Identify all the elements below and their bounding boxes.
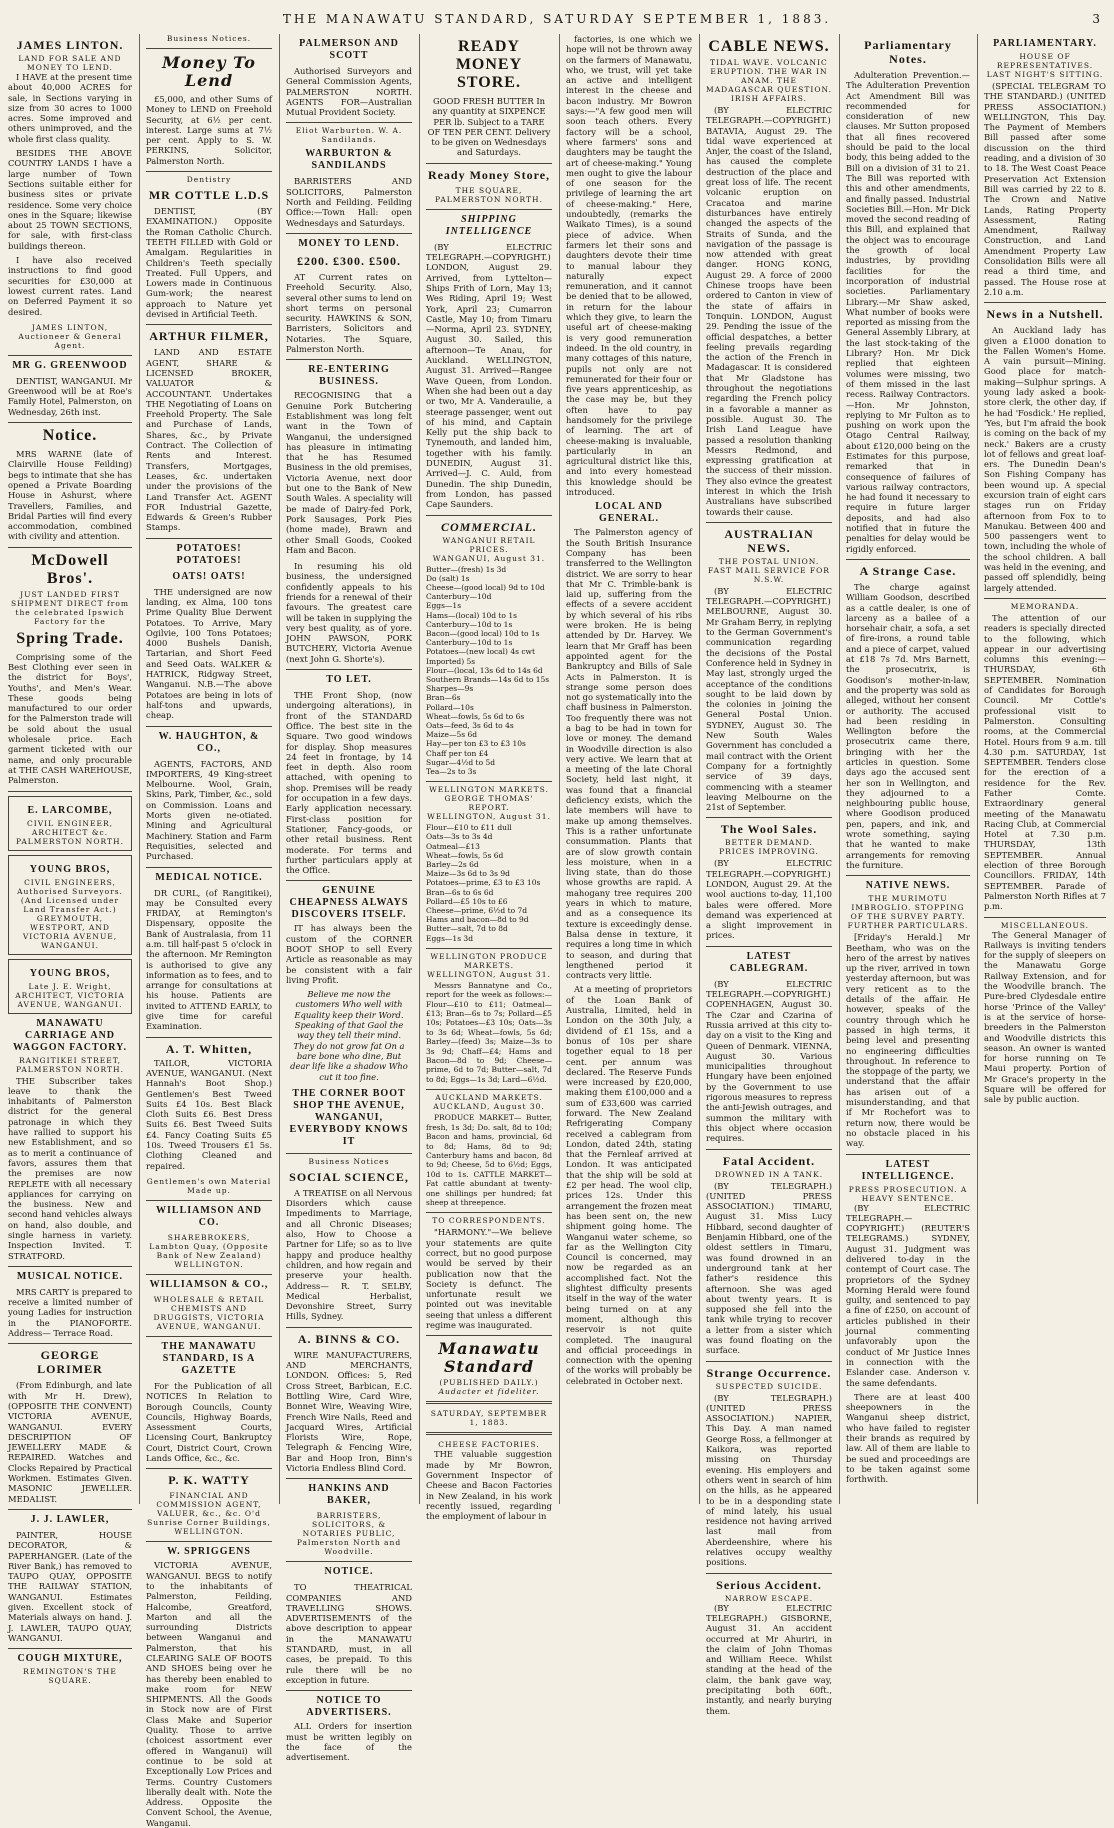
prices-date: WANGANUI, August 31.: [432, 553, 546, 563]
standard-title: Manawatu Standard: [438, 1339, 540, 1377]
fatal-title: Fatal Accident.: [722, 1153, 816, 1168]
young2-body: Late J. E. Wright, ARCHITECT, VICTORIA AVENUE, WANGANUI.: [15, 981, 125, 1009]
ready-title: READY MONEY STORE.: [455, 38, 523, 91]
wellington-title: WELLINGTON MARKETS.: [429, 785, 549, 795]
parl-notes-title: Parliamentary Notes.: [864, 38, 952, 66]
price-list-item: Chaff per ton £4: [426, 748, 489, 758]
social-body: A TREATISE on all Nervous Disorders which cause Impediments to Marriage, and all Chronic Diseases; also, How to Choose a Partner for Life; so as to live happy and produce healthy children, and how regain and preserve your health. Address— R. T. SELBY, Medical Herbalist, Devonshire Street, Surry Hills, Sydney.: [286, 1186, 412, 1328]
reentering-title: RE-ENTERING BUSINESS.: [308, 364, 390, 388]
williamson2-body: WHOLESALE & RETAIL CHEMISTS AND DRUGGISTS, VICTORIA AVENUE, WANGANUI.: [146, 1293, 272, 1337]
column-2: [140, 34, 278, 1828]
intelligence-body: (BY ELECTRIC TELEGRAPH.—COPYRIGHT.) (REUTER'S TELEGRAMS.) SYDNEY, August 31. Judgment was delivered to-day in the contempt of Court case. The proprietors of the Sydney Morning Herald were found guilty, and sentenced to pay a fine of £250, on account of articles published in their journal commenting unfavorably upon the conduct of Mr Justice Innes in connection with the Eslander case. Anderson v. the same defendants.: [846, 1202, 970, 1388]
shipping-body: (BY ELECTRIC TELEGRAPH.—COPYRIGHT.) LONDON, August 29. Arrived, from Lyttelton—Ships Frith of Lorn, May 13; Wes Riding, April 19; West York, April 23; Cumarron Castle, May 10; from Timaru—Norma, April 23. SYDNEY, August 30. Sailed, this afternoon—Te Anau, for Auckland. WELLINGTON, August 31. Arrived—Rangee Wave Queen, from London. When she had been out a day or two, Mr A. Vanderaulie, a steerage passenger, went out of his mind, and Captain Kelly put the ship back to Tynemouth, and landed him, together with his family. DUNEDIN, August 31. Arrived—J. C. Auld, from Dunedin. The ship Dunedin, from London, has passed Cape Saunders.: [426, 240, 552, 516]
cough-sub: REMINGTON'S THE SQUARE.: [23, 1667, 117, 1686]
native-title: NATIVE NEWS.: [865, 880, 951, 892]
price-list-item: Oats—3s to 3s 4d: [426, 832, 493, 842]
notice3-body: ALL Orders for insertion must be written legibly on the face of the advertisement.: [286, 1721, 412, 1763]
business-title-2: Business Notices: [308, 1156, 390, 1166]
auckland-body: PRODUCE MARKET— Butter, fresh, 1s 3d; Do. salt, 8d to 10d; Bacon and hams, provincial, 6d to 8d; Hams, 8d to 9d; Canterbury hams and bacon, 8d to 9d; Cheese, 5d to 6½d; Eggs, 10d to 1s. CATTLE MARKET— Fat cattle abundant at twenty-one shillings per hundred; fat sheep at threepence.: [426, 1111, 552, 1213]
haughton-title: W. HAUGHTON, & CO.,: [158, 730, 260, 754]
palmerson-body: Authorised Surveyors and General Commission Agents, PALMERSTON NORTH. AGENTS FOR—Australian Mutual Provident Society.: [286, 64, 412, 123]
lawler-body: PAINTER, HOUSE DECORATOR, & PAPERHANGER. (Late of the River Bank,) has removed to TAUPO QUAY, OPPOSITE THE RAILWAY STATION, WANGANUI. Estimates given. Excellent stock of Materials always on hand. J. J. LAWLER, TAUPO QUAY, WANGANUI.: [8, 1528, 132, 1649]
linton-signature: JAMES LINTON, Auctioneer & General Agent.: [8, 321, 132, 356]
australian-title: AUSTRALIAN NEWS.: [724, 526, 814, 555]
cottle-body: DENTIST, (BY EXAMINATION.) Opposite the Roman Catholic Church. TEETH FILLED with Gold or Amalgam. Regularities in Children's Teeth specially Treated. Full Uppers, and Lowers made in Continuous Gum-work; the nearest approach to Nature yet devised in Artificial Teeth.: [146, 204, 272, 325]
larcombe-title: E. LARCOMBE,: [27, 804, 113, 816]
intelligence-sub: PRESS PROSECUTION. A HEAVY SENTENCE.: [848, 1184, 968, 1203]
haughton-body: AGENTS, FACTORS, AND IMPORTERS, 49 King-street Melbourne. Wool, Grain, Skins, Park, Timber, &c., sold on Commission. Loans and Morts given ne-otiated. Mining and Agricultural Machinery. Station and Farm Requisities, selected and Purchased.: [146, 757, 272, 868]
whitten-body: TAILOR, VICTORIA AVENUE, WANGANUI. (Next Hannah's Boot Shop.) Gentlemen's Best Tweed Suits £4 10s. Best Black Cloth Suits £6. Best Dress Suits £6. Best Tweed Suits £4. Fancy Coating Suits £5 10s. Tweed Trousers £1 5s. Clothing Cleaned and repaired.: [146, 1057, 272, 1171]
price-list-item: Canterbury—10d to 1s: [426, 619, 513, 629]
potatoes-body: THE undersigned are now landing, ex Alma, 100 tons Prime Quality Blue Derwent Potatoes. To Arrive, Mary Ogilvie, 100 Tons Potatoes; 4000 Bushels Danish, Tartarian, and Short Feed and Seed Oats. WALKER & HATRICK, Ridgway Street, Wanganui. N.B.—The above Potatoes are being in lots of half-tons and upwards, cheap.: [146, 585, 272, 727]
gentlemen-line: Gentlemen's own Material Made up.: [146, 1175, 272, 1201]
mcdowell-sub: JUST LANDED FIRST SHIPMENT DIRECT from the celebrated Ipswich Factory for the: [10, 589, 129, 626]
serious-body: (BY ELECTRIC TELEGRAPH.) GISBORNE, August 31. An accident occurred at Mr Ahuriri, in the claim of John Thomas and William Reece. Whilst standing at the head of the claim, the bank gave way, precipitating both 60ft., instantly, and nearly burying them.: [706, 1602, 832, 1716]
strange-case-body: The charge against William Goodson, described as a cattle dealer, is one of larceny as a bailee of a horsehair chair, a sofa, a set of fire-irons, a round table and a piece of carpet, valued at £18 7s 7d. Mrs Barnett, the prosecutrix, is Goodison's mother-in-law, and the property was sold as alleged, without her consent or authority. The accused had been residing in Wellington before the prosecutrix came there, bringing with her the articles in question. Some days ago the accused sent her son in Wellington, and they adjourned to a neighbouring public house, where Goodison produced pen, papers, and ink, and wrote something, saying that he wanted to make arrangements for removing the furniture.: [846, 580, 970, 876]
fatal-sub: DROWNED IN A TANK.: [714, 1169, 824, 1179]
price-list-item: Pollard—£5 10s to £6: [426, 896, 508, 906]
parliamentary-body: (SPECIAL TELEGRAM TO THE STANDARD.) (UNITED PRESS ASSOCIATION.) WELLINGTON, This Day. The Payment of Members Bill passed after some discussion on the third reading, and a division of 30 to 18. The West Coast Peace Preservation Act Extension Bill was carried by 22 to 8. The Crown and Native Lands, Rating Property Assessment, Rating Amendment, Railway Construction, and Land Amendment Property Law Consolidation Bills were all read a third time, and passed. The House rose at 2.10 a.m.: [984, 79, 1106, 303]
standard-motto: Audacter et fideliter.: [438, 1387, 540, 1397]
memoranda-title: MEMORANDA.: [1010, 601, 1080, 611]
local-body: The Palmerston agency of the South British Insurance Company has been transferred to the Wellington district. We are sorry to hear that Mr C. Trimble-bank is laid up, suffering from the effects of a severe accident by which several of his ribs were broken. He is being attended by Dr. Harvey. We learn that Mr Graff has been appointed agent for the Bankruptcy and Bills of Sale Acts in Palmerston. It is strange some person does not go systematically into the chaff business in Palmerston. Too frequently there was not a bag to be had in town for love or money. The demand in Woodville direction is also very active. We learn that at a meeting of the late Choral Society, held last night, it was found that a financial deficiency exists, which the late members will have to make up among themselves. This is a rather unfortunate consummation. Plants that are of slow growth contain less moisture, when in a living state, than do those whose growths are rapid. A mahogany tree requires 200 years in which to mature, and as a consequence its texture is exceedingly dense. Balsa dense in texture, it requires a long time in which to season, and during that lengthened period it contracts very little.: [566, 527, 692, 981]
linton-p3: I have also received instructions to find good securities for £30,000 at lowest current rates. Land on Deferred Payment it so desired.: [8, 255, 132, 317]
price-list-item: Sharpes—9s: [426, 684, 474, 694]
spriggens-title: W. SPRIGGENS: [167, 1546, 251, 1558]
price-list-item: Wheat—fowls, 5s 6d to 6s: [426, 711, 525, 721]
auckland-date: AUCKLAND, August 30.: [433, 1102, 545, 1112]
hankins-title: HANKINS AND BAKER,: [308, 1483, 390, 1507]
price-list-item: Bran—6s to 6s 6d: [426, 887, 494, 897]
price-list-item: Potatoes—prime, £3 to £3 10s: [426, 878, 541, 888]
wellington-sub: GEORGE THOMAS' REPORT.: [444, 794, 534, 813]
williamson-body: SHAREBROKERS, Lambton Quay, (Opposite Bank of New Zealand) WELLINGTON.: [146, 1231, 272, 1275]
parliamentary-sub: HOUSE OF REPRESENTATIVES. LAST NIGHT'S SITTING.: [986, 52, 1104, 79]
poem: Believe me now the customers Who well with Equality keep their Word. Speaking of that Gaol the way they tell their mind. They do not grow fat On a bare bone who dine, But dear life like a shadow Who cut it too fine.: [290, 989, 408, 1082]
palmerson-title: PALMERSON AND SCOTT: [299, 38, 399, 61]
linton-p1: I HAVE at the present time about 40,000 ACRES for sale, in Sections varying in size from 30 acres to 1000 acres. Some improved and others unimproved, and the whole first class quality.: [8, 72, 132, 144]
money2-amounts: £200. £300. £500.: [297, 253, 401, 268]
medical-body: DR CURL, (of Rangitikei), may be Consulted every FRIDAY, at Remington's Dispensary, opposite the Bank of Australasia, from 11 a.m. till half-past 5 o'clock in the afternoon. Mr Remington is authorised to give any information as to fees, and to arrange for consultations at his house. Patients are invited to ATTEND EARLY, to give time for careful Examination.: [146, 886, 272, 1038]
dentistry-label: Dentistry: [186, 175, 232, 185]
spring-body: Comprising some of the Best Clothing ever seen in the district for Boys', Youths', and Men's Wear. These goods being manufactured to our order for the Palmerston trade will be sold about the usual wholesale price. Each garment ticketed with our name, and only procurable at THE CASH WAREHOUSE, Palmerston.: [8, 650, 132, 792]
retail-prices-list: [426, 563, 552, 783]
money2-title: MONEY TO LEND.: [298, 237, 400, 249]
tolet-title: TO LET.: [326, 674, 372, 686]
lawler-title: J. J. LAWLER,: [30, 1513, 110, 1525]
produce-title: WELLINGTON PRODUCE MARKETS.: [430, 951, 548, 970]
carriage-body: THE Subscriber takes leave to thank the inhabitants of Palmerston district for the general patronage in which they have rallied to support his new Establishment, and so as to merit a continuance of favors, assures them that the premises are now REPLETE with all necessary appliances for carrying on the business. New and second hand vehicles always on hand, also double, and single harness in variety. Inspection Invited. T. STRATFORD.: [8, 1074, 132, 1267]
price-list-item: Wheat—fowls, 5s 6d: [426, 850, 504, 860]
reentering-body: RECOGNISING that a Genuine Pork Butchering Establishment was long felt want in the Town of Wanganui, the undersigned has pleasure in intimating that he has Resumed Business in the old premises, Victoria Avenue, next door but one to the Bank of New South Wales. A speciality will be made of Dairy-fed Pork, Pork Sausages, Pork Pies (home made), Brawn and other Small Goods, Cooked Ham and Bacon.: [286, 390, 412, 555]
price-list-item: Cheese—prime, 6½d to 7d: [426, 906, 528, 915]
price-list-item: Sugar—4½d to 5d: [426, 757, 496, 767]
prices-title: WANGANUI RETAIL PRICES.: [442, 535, 536, 554]
australian-sub: THE POSTAL UNION. FAST MAIL SERVICE FOR N.S.W.: [708, 556, 830, 584]
column-5: [560, 34, 698, 1504]
partner-names: Eliot Warburton. W. A. Sandilands.: [295, 126, 403, 145]
wool-body: (BY ELECTRIC TELEGRAPH.—COPYRIGHT.) LONDON, August 29. At the wool auctions to-day, 11,100 bales were offered. More demand was experienced at a slight improvement in prices.: [706, 856, 832, 946]
price-list-item: Canterbury—10d: [426, 592, 492, 602]
page-number: 3: [1092, 12, 1100, 26]
musical-title: MUSICAL NOTICE.: [16, 1270, 124, 1282]
native-sub: THE MURIMOTU IMBROGLIO. STOPPING OF THE SURVEY PARTY. FURTHER PARTICULARS.: [847, 894, 969, 931]
genuine-body: IT has always been the custom of the CORNER BOOT SHOP to sell Every Article as reasonable as may be consistent with a fair living Profit.: [286, 923, 412, 985]
standard-sub: (PUBLISHED DAILY.): [439, 1378, 539, 1388]
price-list-item: Eggs—1s 3d: [426, 933, 474, 943]
linton-title: JAMES LINTON.: [16, 38, 124, 52]
notice-body: MRS WARNE (late of Clairville House Feilding) begs to intimate that she has opened a Private Boarding House in Ashurst, where Travellers, Families, and Bridal Parties will find every accommodation, combined with civility and attention.: [8, 447, 132, 548]
australian-body: (BY ELECTRIC TELEGRAPH.—COPYRIGHT.) MELBOURNE, August 30. Mr Graham Berry, in replying to the German Government's communication regarding the decisions of the Postal Conference held in Sydney in May last, strongly urged the acceptance of the conditions sought to be laid down by the colonies in joining the General Postal Union. SYDNEY, August 30. The New South Wales Government has concluded a mail contract with the Orient Company for a fortnightly service of 39 days, commencing with a steamer leaving Melbourne on the 21st of September.: [706, 584, 832, 819]
filmer-title: ARTHUR FILMER,: [149, 329, 269, 344]
spring-title: Spring Trade.: [16, 629, 124, 647]
musical-body: MRS CARTY is prepared to receive a limited number of young Ladies for instruction in the PIANOFORTE. Address— Terrace Road.: [8, 1285, 132, 1344]
cough-title: COUGH MIXTURE,: [17, 1653, 123, 1665]
cable-title: CABLE NEWS.: [708, 38, 830, 55]
potatoes-sub: OATS! OATS!: [172, 570, 246, 582]
price-list-item: Southern Brands—14s 6d to 15s: [426, 674, 550, 684]
binns-title: A. BINNS & CO.: [297, 1331, 401, 1346]
price-list-item: Maize—5s 6d: [426, 730, 478, 740]
misc-body: The General Manager of Railways is inviting tenders for the supply of sleepers on the Manawatu Gorge Railway Extension, and for the Woodville branch. The Pure-bred Clydesdale entire horse 'Prince of the Valley' is at the service of horse-breeders in the Palmerston and Woodville districts this season. An owner is wanted for horse running on Te Maui property. Portion of Mr Grace's property in the Square will be offered for sale by public auction.: [984, 929, 1106, 1105]
cheese-title: CHEESE FACTORIES.: [438, 1440, 540, 1450]
standard-date: SATURDAY, SEPTEMBER 1, 1883.: [430, 1409, 548, 1428]
misc-title: MISCELLANEOUS.: [1000, 920, 1090, 930]
price-list-item: Hams and bacon—8d to 9d: [426, 915, 529, 925]
wellington-prices-list: [426, 821, 552, 949]
price-list-item: Butter—salt, 7d to 8d: [426, 924, 508, 934]
cottle-title: MR COTTLE L.D.S: [148, 188, 270, 203]
nutshell-body: An Auckland lady has given a £1000 donation to the Fallen Women's Home. A vain pursuit—Mining. Good place for match-making—Sulphur springs. A young lady asked a book-store clerk, the other day, if he had 'Fosdick.' He replied, 'Yes, but I'm afraid the book is coming on the back of my neck.' Bakers are a crusty lot of fellows and great loaf-ers. The Dunedin Dean's Son Fishing Company has been wound up. A special excursion train of eight cars stages run on Friday afternoon from Fox to to Manukau. Between 400 and 500 passengers went to town, including the whole of the school children. A ball was held in the evening, and passed off splendidly, being largely attended.: [984, 323, 1106, 599]
latest-title: LATEST CABLEGRAM.: [729, 950, 809, 974]
whitten-title: A. T. Whitten,: [165, 1041, 253, 1056]
sheepowners-note: There are at least 400 sheepowners in the Wanganui sheep district, who have failed to register their brands as required by law. All of them are liable to be sued and proceedings are to be taken against some forthwith.: [846, 1391, 970, 1485]
price-list-item: Hay—per ton £3 to £3 10s: [426, 739, 526, 749]
wool-sub: BETTER DEMAND. PRICES IMPROVING.: [719, 838, 819, 857]
ready2-sub: THE SQUARE, PALMERSTON NORTH.: [426, 184, 552, 210]
column-1: [2, 34, 138, 1686]
price-list-item: Bacon—(good local) 10d to 1s: [426, 628, 540, 638]
williamson2-title: WILLIAMSON & CO.,: [149, 1278, 269, 1290]
linton-p2: BESIDES THE ABOVE COUNTRY LANDS I have a large number of Town Sections suitable either for business sites or private residence. Some very choice ones in the Square; likewise about 25 TOWN SECTIONS, for sale, with first-class buildings thereon.: [8, 148, 132, 251]
williamson-title: WILLIAMSON AND CO.: [156, 1204, 262, 1228]
column-6: [700, 34, 838, 1716]
column-3: [280, 34, 418, 1763]
gazette-body: For the Publication of all NOTICES In Relation to Borough Councils, County Councils, Highway Boards, Assessment Courts, Licensing Court, Bankruptcy Court, District Court, Crown Lands Office, &c., &c.: [146, 1379, 272, 1469]
cheese-continued: factories, is one which we hope will not be thrown away on the farmers of Manawatu, who, we trust, will yet take an active and intelligent interest in the cheese and bacon industry. Mr Bowron says:—"A few good men will soon teach others. Every factory will be a school, where farmers' sons and daughters may be taught the art of cheese-making." Young men ought to give the labour of one season for the privilege of learning the art of cheese-making." Here, undoubtedly, (remarks the Waikato Times), is a sound piece of advice. When farmers let their sons and daughters devote their time to manual labour they naturally expect remuneration, and it cannot be denied that to be allowed, in return for the labour which they give, to learn the useful art of cheese-making is very good remuneration indeed. In the old country, in many cottages of this nature, pupils not only are not remunerated for their four or five years apprenticeship, as the case may be, but they often have to pay handsomely for the privilege of learning. The art of cheese-making is invaluable, particularly in an agricultural district like this, and into every homestead this knowledge should be introduced.: [566, 34, 692, 498]
carriage-title: MANAWATU CARRIAGE AND WAGGON FACTORY.: [13, 1017, 127, 1053]
binns-body: WIRE MANUFACTURERS, AND MERCHANTS, LONDON. Offices: 5, Red Cross Street, Barbican, E.C. Bottling Wire, Card Wire, Bonnet Wire, Weaving Wire, French Wire Nails, Reed and Jacquard Wires, Artificial Florists Wire, Rope, Telegraph & Fencing Wire, Bar and Hoop Iron, Binn's Victoria Endless Blind Cord.: [286, 1348, 412, 1480]
lorimer-title: GEORGE LORIMER: [37, 1348, 103, 1377]
money2-body: AT Current rates on Freehold Security. Also, several other sums to lend on short terms on personal security. HAWKINS & SON, Barristers, Solicitors and Notaries. The Square, Palmerston North.: [286, 270, 412, 360]
tolet-body: THE Front Shop, (now undergoing alterations), in front of the STANDARD Office. The best site in the Square. Two good windows for display. Shop measures 24 feet in frontage, by 14 feet in depth. Also room attached, with opening to shop. Premises will be ready for occupation in a few days. Early application necessary. First-class position for Stationer, Fancy-goods, or other retail business. Rent moderate. For terms and further particulars apply at the Office.: [286, 688, 412, 881]
commercial-title: COMMERCIAL.: [440, 519, 538, 534]
money-body: £5,000, and other Sums of Money to LEND on Freehold Security, at 6½ per cent. interest. Large sums at 7½ per cent. Apply to S. W. PERKINS, Solicitor, Palmerston North.: [146, 92, 272, 172]
strange-case-title: A Strange Case.: [859, 563, 957, 578]
price-list-item: Oats—feed, 3s 6d to 4s: [426, 720, 514, 730]
notice2-body: TO THEATRICAL COMPANIES AND TRAVELLING SHOWS. ADVERTISEMENTS of the above description to appear in the MANAWATU STANDARD, must, in all cases, be prepaid. To this rule there will be no exception in future.: [286, 1580, 412, 1691]
column-4: [420, 34, 558, 1522]
produce-date: WELLINGTON, August 31.: [427, 969, 551, 979]
business-header: Business Notices.: [166, 34, 252, 43]
social-title: SOCIAL SCIENCE,: [289, 1169, 409, 1184]
young-title: YOUNG BROS,: [29, 863, 111, 875]
price-list-item: Canterbury—10d to 1s: [426, 638, 513, 648]
genuine-title: GENUINE CHEAPNESS ALWAYS DISCOVERS ITSELF.: [289, 885, 409, 921]
price-list-item: Potatoes—(new local) 4s cwt: [426, 647, 535, 657]
medical-title: MEDICAL NOTICE.: [155, 871, 263, 883]
watty-title: P. K. WATTY: [168, 1473, 250, 1488]
reentering-body2: In resuming his old business, the undersigned confidently appeals to his friends for a renewal of their favours. The greatest care will be taken in supplying the very best quality, as of yore. JOHN PAWSON, PORK BUTCHERY, Victoria Avenue (next John G. Shorte's).: [286, 559, 412, 670]
serious-title: Serious Accident.: [716, 1577, 822, 1592]
strange-title: Strange Occurrence.: [706, 1365, 832, 1380]
notice-title: Notice.: [42, 427, 98, 445]
greenwood-body: DENTIST, WANGANUI. Mr Greenwood will be at Roe's Family Hotel, Palmerston, on Wednesday, 26th inst.: [8, 374, 132, 423]
local-body2: At a meeting of proprietors of the Loan Bank of Australia, Limited, held in London on the 30th July, a dividend of £1 15s, and a bonus of 10s per share together equal to 18 per cent. per annum was declared. The Reserve Funds were increased by £20,000, making them £100,000 and a sum of £33,600 was carried forward. The New Zealand Refrigerating Company received a cablegram from London, dated 24th, stating that the Fernleaf arrived at London. It was anticipated that the ship will be sold at £2 per head. The wool clip, prices 12s. Under this arrangement the frozen meat has been sent on, the new shipment going home. The Wanganui water scheme, so far as the Wellington City Council is concerned, may now be regarded as an accomplished fact. Not the slightest difficulty presents itself in the way of the water being turned on at any moment, although this reservoir is not quite completed. The inaugural and official proceedings in connection with the opening of the works will probably be celebrated in October next.: [566, 984, 692, 1386]
warburton-body: BARRISTERS AND SOLICITORS, Palmerston North and Feilding. Feilding Office:—Town Hall: open Wednesdays and Saturdays.: [286, 174, 412, 233]
price-list-item: Imported) 5s: [426, 656, 476, 666]
price-list-item: Bran—6s: [426, 693, 461, 703]
filmer-body: LAND AND ESTATE AGENT, SHARE & LICENSED BROKER, VALUATOR & ACCOUNTANT. Undertakes THE Negotiating of Loans on Freehold Property. The Sale and Purchase of Lands, Shares, &c., by Private Contract. The Collection of Rents and Interest. Transfers, Mortgages, Leases, &c. undertaken under the provisions of the Land Transfer Act. AGENT FOR Industrial Gazette, Edwards & Green's Rubber Stamps.: [146, 345, 272, 538]
parliamentary-title: PARLIAMENTARY.: [993, 38, 1097, 49]
native-body: [Friday's Herald.] Mr Beetham, who was on the hero of the arrest by natives up the river, arrived in town yesterday afternoon, but was very reticent as to the details of the affair. He however, speaks of the country through which he passed in high terms, it being level and presenting no engineering difficulties throughout. In reference to the stoppage of the party, we understand that the affair has arisen out of a misunderstanding, and that if Mr Rochefort was to return now, there would be no obstacle placed in his way.: [846, 930, 970, 1154]
price-list-item: Cheese—(good local) 9d to 10d: [426, 582, 545, 592]
gazette-title: THE MANAWATU STANDARD, IS A GAZETTE: [161, 1340, 257, 1376]
wellington-date: WELLINGTON, August 31.: [427, 812, 551, 822]
price-list-item: Hams—(local) 10d to 1s: [426, 610, 517, 620]
young2-title: YOUNG BROS,: [29, 967, 111, 979]
corner-title: THE CORNER BOOT SHOP THE AVENUE, WANGANUI, EVERYBODY KNOWS IT: [286, 1086, 412, 1154]
nutshell-title: News in a Nutshell.: [986, 307, 1104, 322]
ready2-title: Ready Money Store,: [427, 167, 551, 182]
larcombe-sub: CIVIL ENGINEER, ARCHITECT &c. PALMERSTON NORTH.: [16, 818, 124, 846]
young-body: CIVIL ENGINEERS, Authorised Surveyors. (And Licensed under Land Transfer Act.) GREYMOUTH, WESTPORT, AND VICTORIA AVENUE, WANGANUI.: [17, 877, 123, 950]
cable-sub: TIDAL WAVE. VOLCANIC ERUPTION. THE WAR IN ANAM. THE MADAGASCAR QUESTION. IRISH AFFAIRS.: [706, 58, 832, 103]
fatal-body: (BY TELEGRAPH.) (UNITED PRESS ASSOCIATION.) TIMARU, August 31. Miss Lucy Hibbard, second daughter of Benjamin Hibbard, one of the oldest settlers in Timaru, was found drowned in an underground tank at her father's residence this afternoon. She was aged about twenty years. It is supposed she fell into the tank while trying to recover a letter from a sister which was found floating on the surface.: [706, 1179, 832, 1362]
money-title: Money To Lend: [162, 53, 256, 90]
correspondents-body: "HARMONY."—We believe your statements are quite correct, but no good purpose would be served by their publication now that the Society is defunct. The unfortunate result we pointed out was inevitable seeing that unless a different regime was inaugurated.: [426, 1225, 552, 1336]
local-title: LOCAL AND GENERAL.: [595, 501, 663, 525]
cable-body: (BY ELECTRIC TELEGRAPH.—COPYRIGHT.) BATAVIA, August 29. The tidal wave experienced at Anjer, the coast of the Island, has caused the complete destruction of the place and great loss of life. The recent volcanic eruption on Cracatoa and marine disturbances have entirely changed the aspects of the Straits of Sunda, and the navigation of the passage is now attended with great danger. HONG KONG, August 29. A force of 2000 Chinese troops have been ordered to Canton in view of the state of affairs in Tonquin. LONDON, August 29. Pending the issue of the official despatches, a better feeling prevails regarding the action of the French in Madagascar. It is considered that Mr Gladstone has throughout the negotiations regarding the French policy in a favorable a manner as possible. August 30. The Irish Land League have passed a resolution thanking Messrs Redmond, and expressing gratification at the success of their mission. They also evince the greatest interest in which the Irish Australians have subscribed towards their cause.: [706, 103, 832, 523]
strange-body: (BY TELEGRAPH.) (UNITED PRESS ASSOCIATION.) NAPIER, This Day. A man named George Ross, a fellmonger at Kaikora, was reported missing on Thursday evening. His employers and others went in search of him on the hills, as he appeared to be in a desponding state of mind lately, his usual residence not having arrived last mail from Aberdeenshire, where his relatives occupy wealthy positions.: [706, 1391, 832, 1574]
price-list-item: Flour—(local, 13s 6d to 14s 6d: [426, 665, 543, 675]
price-list-item: Tea—2s to 3s: [426, 766, 477, 776]
price-list-item: Butter—(fresh) 1s 3d: [426, 564, 507, 574]
strange-sub: SUSPECTED SUICIDE.: [715, 1381, 823, 1391]
serious-sub: NARROW ESCAPE.: [724, 1593, 814, 1603]
latest-body: (BY ELECTRIC TELEGRAPH.—COPYRIGHT.) COPENHAGEN, August 30. The Czar and Czarina of Russia arrived at this city to-day on a visit to the King and Queen of Denmark. VIENNA, August 30. Various municipalities throughout Hungary have been enjoined by the Government to use rigorous measures to repress the anti-Jewish outrages, and summon the military with this object where occasion requires.: [706, 977, 832, 1150]
price-list-item: Do (salt) 1s: [426, 573, 470, 583]
notice3-title: NOTICE TO ADVERTISERS.: [306, 1695, 392, 1719]
watty-body: FINANCIAL AND COMMISSION AGENT, VALUER, &c., &c. O'd Sunrise Corner Buildings, WELLINGTON.: [146, 1489, 272, 1542]
linton-sub: LAND FOR SALE AND MONEY TO LEND.: [18, 54, 122, 72]
intelligence-title: LATEST INTELLIGENCE.: [861, 1158, 955, 1182]
masthead: [0, 0, 1114, 30]
price-list-item: Pollard—10s: [426, 702, 474, 712]
ready-body: GOOD FRESH BUTTER In any quantity at SIXPENCE PER lb. Subject to a TARE OF TEN PER CENT. Delivery to be given on Wednesdays and Saturdays.: [426, 94, 552, 164]
spriggens-body: VICTORIA AVENUE, WANGANUI. BEGS to notify to the inhabitants of Palmerston, Feilding, Halcombe, Greatford, Marton and all the surrounding Districts between Wanganui and Palmerston, that his CLEARING SALE OF BOOTS AND SHOES being over he has thereby been enabled to make room for NEW SHIPMENTS. All the Goods in Stock now are of First Class Make and Superior Quality. Those to arrive (choicest assortment ever offered in Wanganui) will continue to be sold at Exceptionally Low Prices and Terms. Country Customers liberally dealt with. Note the Address. Opposite the Convent School, the Avenue, Wanganui.: [146, 1560, 272, 1828]
carriage-sub: RANGITIKEI STREET, PALMERSTON NORTH.: [16, 1055, 124, 1074]
memoranda-body: The attention of our readers is specially directed to the following, which appear in our advertising columns this evening:— THURSDAY, 6th SEPTEMBER. Nomination of Candidates for Borough Council. Mr Cottle's professional visit to Palmerston. Consulting rooms, at the Commercial Hotel. Hours from 9 a.m. till 4.30 p.m. SATURDAY, 1st SEPTEMBER. Tenders close for the erection of a residence for the Rev. Father Comte. Extraordinary general meeting of the Manawatu Racing Club, at Commercial Hotel at 7.30 p.m. THURSDAY, 13th SEPTEMBER. Annual election of three Borough Councillors. FRIDAY, 14th SEPTEMBER. Parade of Palmerston North Rifles at 7 p.m.: [984, 611, 1106, 918]
mcdowell-title: McDowell Bros'.: [31, 551, 109, 587]
column-7: [840, 34, 976, 1504]
price-list-item: Flour—£10 to £11 dull: [426, 823, 512, 833]
auckland-title: AUCKLAND MARKETS.: [435, 1093, 543, 1103]
price-list-item: Eggs—1s: [426, 601, 462, 611]
greenwood-title: MR G. GREENWOOD: [12, 359, 128, 371]
shipping-title: SHIPPING INTELLIGENCE: [445, 213, 533, 237]
masthead-title: THE MANAWATU STANDARD, SATURDAY SEPTEMBER 1, 1883.: [282, 12, 832, 26]
potatoes-title: POTATOES! POTATOES!: [176, 542, 242, 566]
warburton-title: WARBURTON & SANDILANDS: [305, 148, 393, 172]
price-list-item: Oatmeal—£13: [426, 841, 480, 851]
produce-body: Messrs Bannatyne and Co., report for the week as follows:— Flour—£10 to £11; Oatmeal—£13; Bran—6s to 7s; Pollard—£5 10s; Potatoes—£3 10s; Oats—3s to 3s 6d; Wheat—fowls, 5s 6d; Barley—(feed) 3s; Maize—3s to 3s 9d; Chaff—£4; Hams and Bacon—8d to 9d; Cheese—prime, 6d to 7d; Butter—salt, 7d to 8d; Eggs—1s 3d; Lard—6½d.: [426, 979, 552, 1090]
cheese-body: THE valuable suggestion made by Mr Bowron, Government Inspector of Cheese and Bacon Factories in New Zealand, in his work recently issued, regarding the employment of labour in: [426, 1449, 552, 1522]
notice2-title: NOTICE.: [324, 1566, 374, 1578]
lorimer-body: (From Edinburgh, and late with Mr H. Drew), (OPPOSITE THE CONVENT) VICTORIA AVENUE, WANGANUI. EVERY DESCRIPTION OF JEWELLERY MADE & REPAIRED. Watches and Clocks Repaired by Practical Workmen. Estimates Given. MASONIC JEWELLER. MEDALIST.: [8, 1378, 132, 1510]
correspondents-title: TO CORRESPONDENTS.: [432, 1216, 546, 1226]
parl-notes-body: Adulteration Prevention.—The Adulteration Prevention Act Amendment Bill was recommended for consideration of new clauses. Mr Sutton proposed that all fines recovered should be paid to the local body, this being added to the Bill on a division of 31 to 21. The Bill was reported with this and other amendments, and finally passed. Industrial Societies Bill.—Hon. Mr Dick moved the second reading of this Bill, and explained that the object was to encourage the growth of local industries, by providing facilities for the incorporation of industrial societies. Parliamentary Library.—Mr Shaw asked, What number of books were reported as missing from the General Assembly Library, at the last stock-taking of the Library? Hon. Mr Dick replied that eighteen volumes were missing, two of them missed in the last recess. Railway Contractors.—Hon. Mr Johnston, replying to Mr Fulton as to pushing on work upon the Otago Central Railway, about £120,000 being on the Estimates for this purpose, remarked that in consequence of failures of various railway contractors, he had found it necessary to require in future larger deposits, and had also notified that in future the penalties for delay would be rigidly enforced.: [846, 68, 970, 560]
hankins-body: BARRISTERS, SOLICITORS, & NOTARIES PUBLIC, Palmerston North and Woodville.: [286, 1509, 412, 1562]
column-8: [978, 34, 1112, 1504]
price-list-item: Barley—2s 6d: [426, 859, 479, 869]
price-list-item: Maize—3s 6d to 3s 9d: [426, 869, 510, 879]
wool-title: The Wool Sales.: [720, 822, 818, 837]
